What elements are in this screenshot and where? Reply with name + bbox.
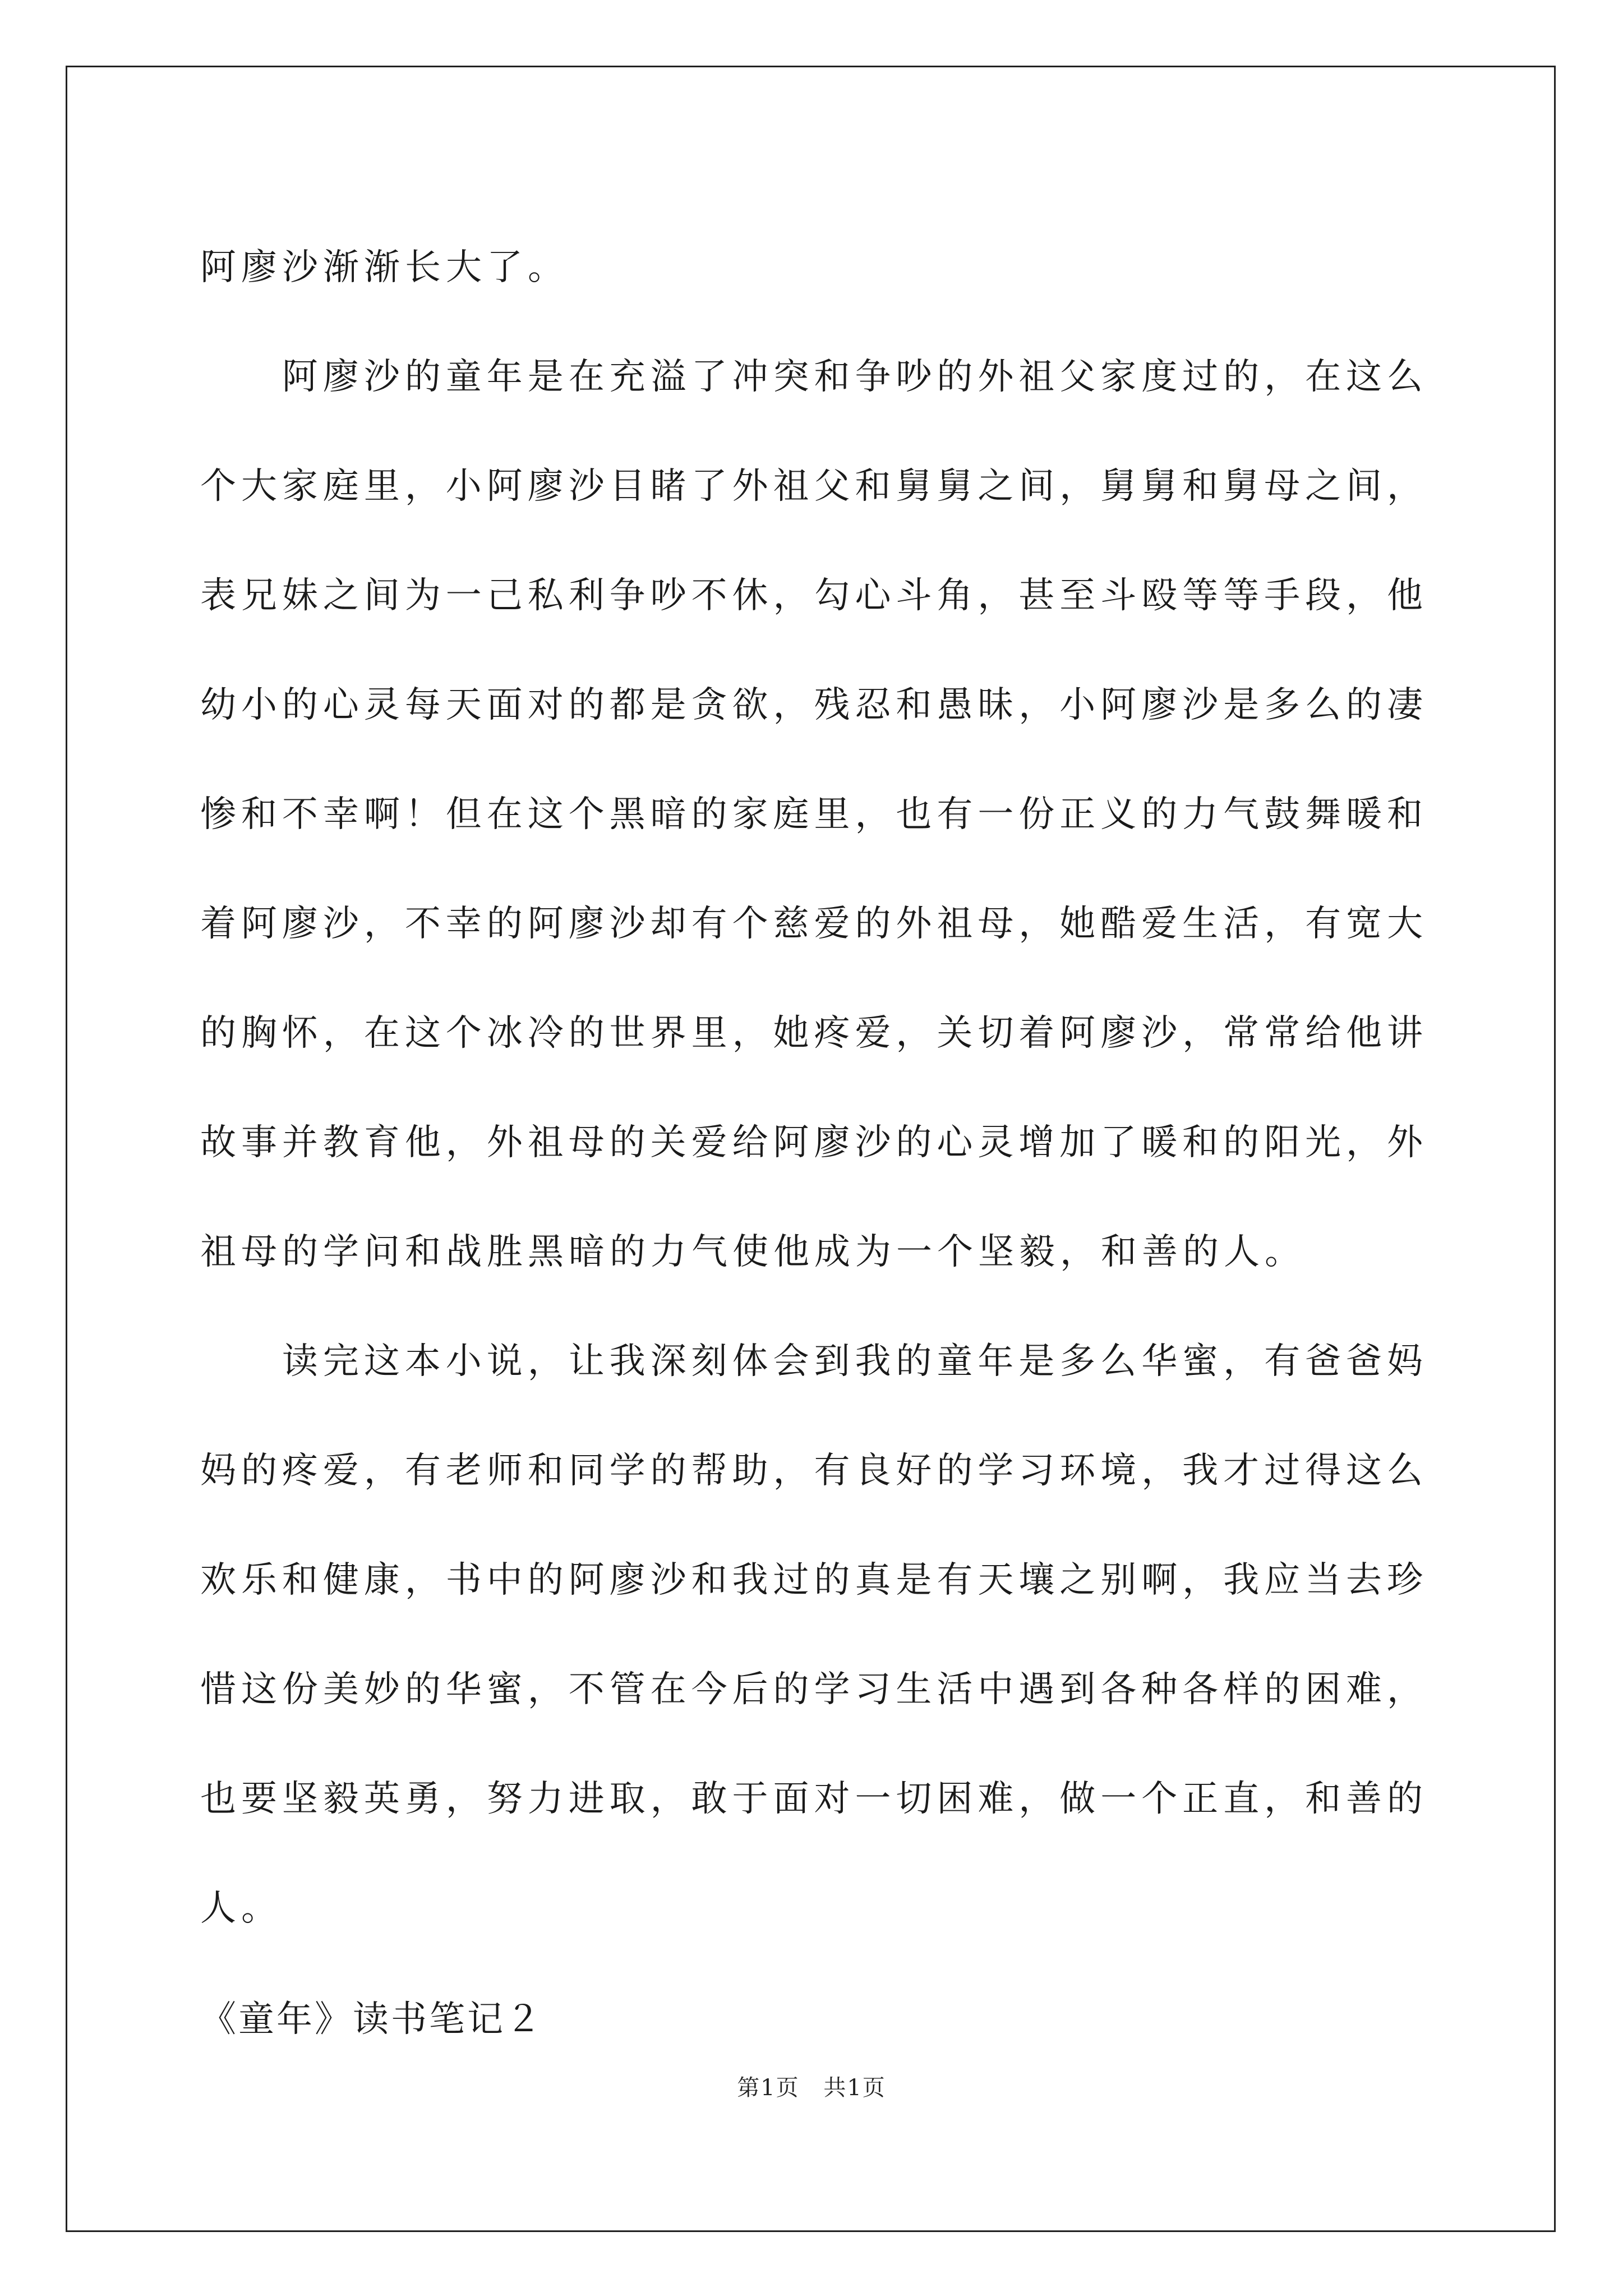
text-line: 阿廖沙的童年是在充溢了冲突和争吵的外祖父家度过的，在这么 [200, 356, 1423, 398]
text-line: 表兄妹之间为一己私利争吵不休，勾心斗角，甚至斗殴等等手段，他 [200, 575, 1423, 616]
section-heading: 《童年》读书笔记２ [200, 1999, 543, 2040]
text-line: 故事并教育他，外祖母的关爱给阿廖沙的心灵增加了暖和的阳光，外 [200, 1122, 1423, 1163]
text-line: 人。 [200, 1888, 282, 1929]
text-line: 妈的疼爱，有老师和同学的帮助，有良好的学习环境，我才过得这么 [200, 1450, 1423, 1492]
text-line: 个大家庭里，小阿廖沙目睹了外祖父和舅舅之间，舅舅和舅母之间， [200, 466, 1423, 507]
text-line: 也要坚毅英勇，努力进取，敢于面对一切困难，做一个正直，和善的 [200, 1778, 1423, 1820]
text-line: 着阿廖沙，不幸的阿廖沙却有个慈爱的外祖母，她酷爱生活，有宽大 [200, 903, 1423, 945]
text-line: 欢乐和健康，书中的阿廖沙和我过的真是有天壤之别啊，我应当去珍 [200, 1559, 1423, 1601]
page-number-current: 第1页 [737, 2075, 800, 2101]
text-line: 惨和不幸啊！但在这个黑暗的家庭里，也有一份正义的力气鼓舞暖和 [200, 794, 1423, 835]
text-line: 读完这本小说，让我深刻体会到我的童年是多么华蜜，有爸爸妈 [200, 1341, 1423, 1382]
text-line: 祖母的学问和战胜黑暗的力气使他成为一个坚毅，和善的人。 [200, 1231, 1306, 1273]
page-footer [0, 2070, 1623, 2102]
text-line: 的胸怀，在这个冰冷的世界里，她疼爱，关切着阿廖沙，常常给他讲 [200, 1013, 1423, 1054]
text-line: 阿廖沙渐渐长大了。 [200, 247, 569, 288]
page-number-total: 共1页 [823, 2075, 886, 2101]
text-line: 幼小的心灵每天面对的都是贪欲，残忍和愚昧，小阿廖沙是多么的凄 [200, 684, 1423, 726]
text-line: 惜这份美妙的华蜜，不管在今后的学习生活中遇到各种各样的困难， [200, 1669, 1423, 1710]
document-body [200, 213, 1423, 2076]
